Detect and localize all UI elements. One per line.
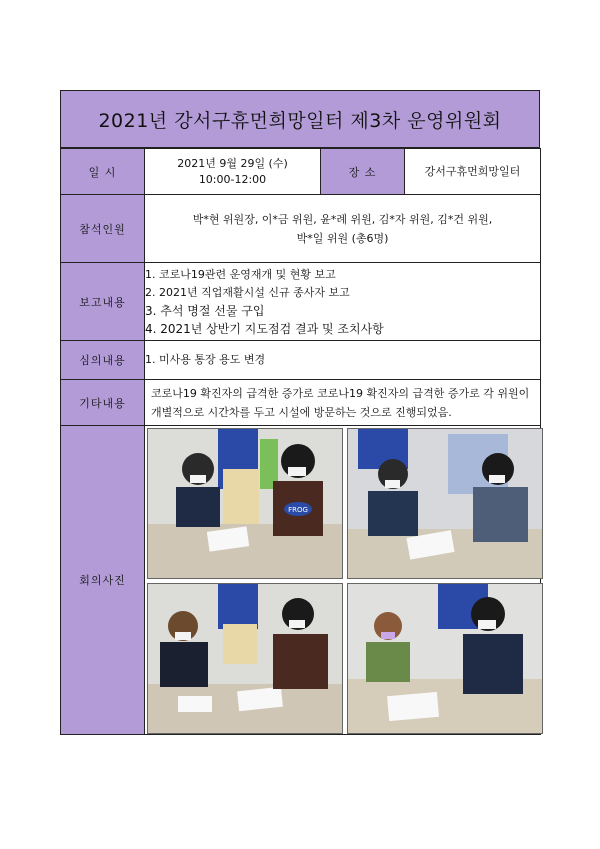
- attendees-line-2: 박*일 위원 (총6명): [296, 231, 389, 245]
- list-item: 3. 추석 명절 선물 구입: [145, 303, 265, 318]
- place-label: 장 소: [321, 149, 405, 195]
- list-item: 4. 2021년 상반기 지도점검 결과 및 조치사항: [145, 321, 384, 336]
- review-label: 심의내용: [61, 341, 145, 380]
- list-item: 1. 코로나19관련 운영재개 및 현황 보고: [145, 267, 336, 281]
- meeting-table: [60, 148, 541, 735]
- date-line: 2021년 9월 29일 (수): [177, 156, 288, 170]
- review-value: [145, 341, 541, 380]
- meeting-photo: [347, 583, 543, 734]
- attendees-value: [145, 195, 541, 263]
- place-value: 강서구휴먼희망일터: [405, 149, 541, 195]
- photos-cell: [145, 426, 541, 735]
- meeting-photo: [147, 428, 343, 579]
- list-item: 1. 미사용 통장 용도 변경: [145, 353, 266, 366]
- report-label: 보고내용: [61, 263, 145, 341]
- meeting-photo: [147, 583, 343, 734]
- photo-grid: [145, 426, 540, 734]
- date-value: [145, 149, 321, 195]
- list-item: 2. 2021년 직업재활시설 신규 종사자 보고: [145, 285, 350, 299]
- attendees-label: 참석인원: [61, 195, 145, 263]
- shirt-logo: FROG: [288, 506, 308, 514]
- other-value: 코로나19 확진자의 급격한 증가로 코로나19 확진자의 급격한 증가로 각 위원이 개별적으로 시간차를 두고 시설에 방문하는 것으로 진행되었음.: [145, 380, 541, 426]
- photos-label: 회의사진: [61, 426, 145, 735]
- review-list: [145, 351, 540, 369]
- attendees-line-1: 박*현 위원장, 이*금 위원, 윤*례 위원, 김*자 위원, 김*건 위원,: [192, 212, 493, 226]
- meeting-photo: [347, 428, 543, 579]
- date-label: 일 시: [61, 149, 145, 195]
- document-title: 2021년 강서구휴먼희망일터 제3차 운영위원회: [60, 90, 540, 148]
- document-page: [60, 90, 540, 735]
- other-label: 기타내용: [61, 380, 145, 426]
- time-line: 10:00-12:00: [198, 172, 267, 186]
- report-list: [145, 266, 540, 338]
- report-value: [145, 263, 541, 341]
